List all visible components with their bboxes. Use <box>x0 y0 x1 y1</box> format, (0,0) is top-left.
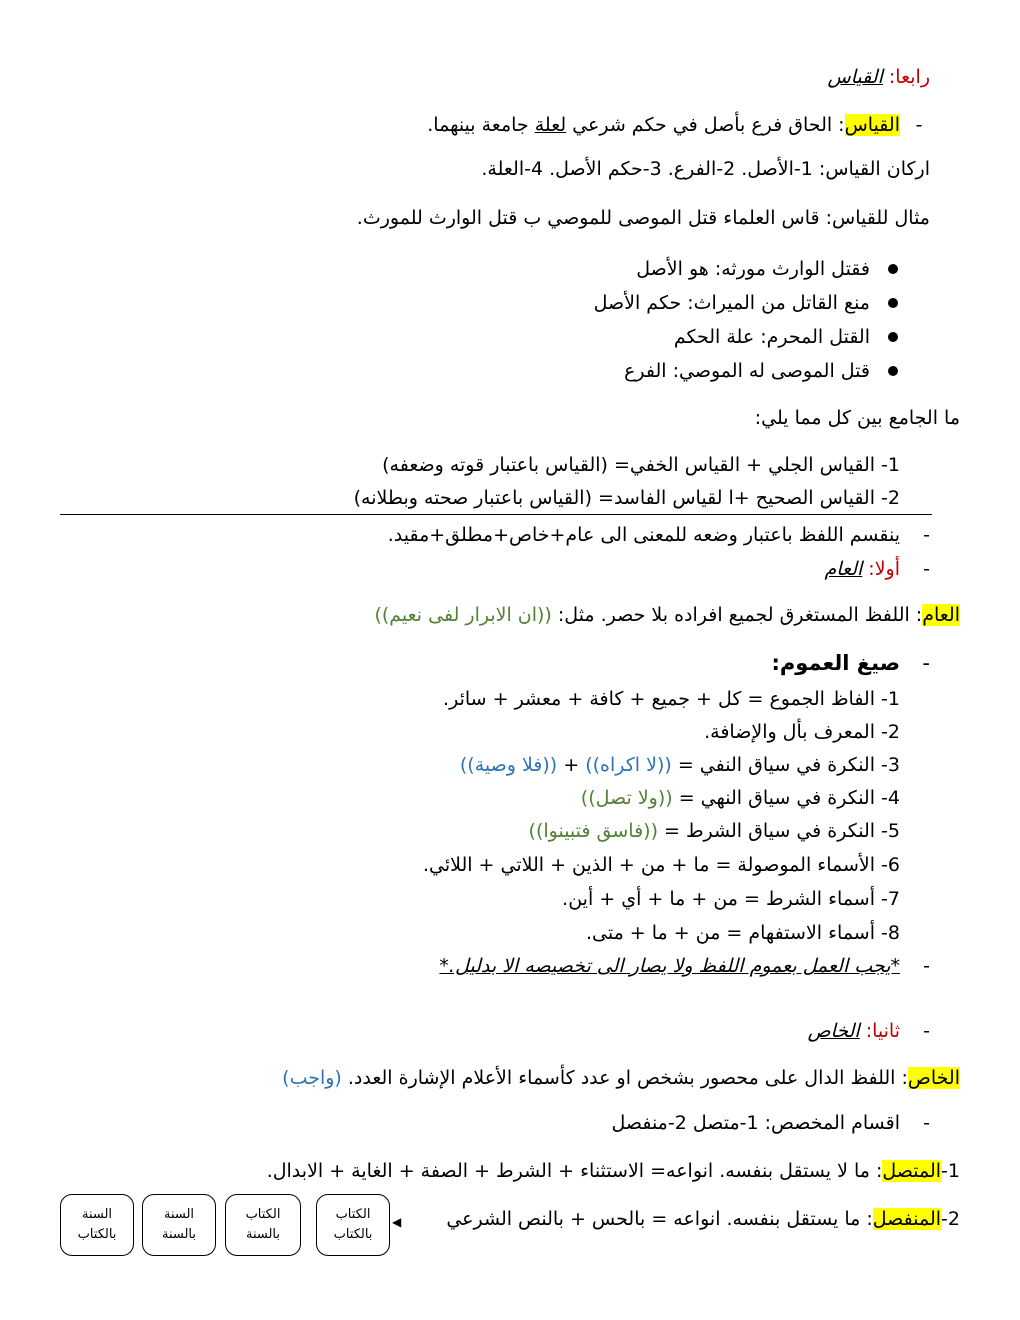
qiyas-pillars: اركان القياس: 1-الأصل. 2-الفرع. 3-حكم الأصل. 4-العلة. <box>481 158 930 180</box>
type-box: السنة بالكتاب <box>60 1194 134 1256</box>
bullet-item: منع القاتل من الميراث: حكم الأصل <box>594 290 870 316</box>
bullet-item: فقتل الوارث مورثه: هو الأصل <box>636 256 870 282</box>
munfasil-line: 2-المنفصل: ما يستقل بنفسه. انواعه = بالحس + بالنص الشرعي <box>446 1208 960 1230</box>
form-item: 4- النكرة في سياق النهي = ((ولا تصل)) <box>580 787 900 809</box>
bullet-item: القتل المحرم: علة الحكم <box>674 324 870 350</box>
pair-item: 1- القياس الجلي + القياس الخفي= (القياس باعتبار قوته وضعفه) <box>382 454 900 476</box>
qiyas-example: مثال للقياس: قاس العلماء قتل الموصى للموصي ب قتل الوارث للمورث. <box>356 207 930 229</box>
rule-note: - *يجب العمل بعموم اللفظ ولا يصار الى تخصيصه الا بدليل.* <box>439 955 930 977</box>
type-box: الكتاب بالسنة <box>225 1194 301 1256</box>
aam-definition: العام: اللفظ المستغرق لجميع افراده بلا حصر. مثل: ((ان الابرار لفى نعيم)) <box>374 604 960 626</box>
khas-definition: الخاص: اللفظ الدال على محصور بشخص او عدد كأسماء الأعلام الإشارة العدد. (واجب) <box>282 1067 960 1089</box>
common-question: ما الجامع بين كل مما يلي: <box>754 407 960 429</box>
bullet-item: قتل الموصى له الموصي: الفرع <box>624 358 870 384</box>
khas-heading: - ثانيا: الخاص <box>807 1020 930 1042</box>
form-item: 3- النكرة في سياق النفي = ((لا اكراه)) + ((فلا وصية)) <box>459 754 900 776</box>
mukhassis-types: - اقسام المخصص: 1-متصل 2-منفصل <box>611 1112 930 1134</box>
form-item: 8- أسماء الاستفهام = من + ما + متى. <box>585 922 900 944</box>
aam-heading: - أولا: العام <box>824 558 930 580</box>
qiyas-heading: رابعا: القياس <box>827 66 930 88</box>
type-box: السنة بالسنة <box>142 1194 216 1256</box>
form-item: 1- الفاظ الجموع = كل + جميع + كافة + معشر + سائر. <box>443 688 900 710</box>
form-item: 7- أسماء الشرط = من + ما + أي + أين. <box>562 888 900 910</box>
lafz-division: - ينقسم اللفظ باعتبار وضعه للمعنى الى عام+خاص+مطلق+مقيد. <box>387 524 930 546</box>
horizontal-divider <box>60 514 932 515</box>
muttasil-line: 1-المتصل: ما لا يستقل بنفسه. انواعه= الاستثناء + الشرط + الصفة + الغاية + الابدال. <box>266 1160 960 1182</box>
qiyas-definition: - القياس: الحاق فرع بأصل في حكم شرعي لعلة جامعة بينهما. <box>427 114 923 136</box>
pair-item: 2- القياس الصحيح +ا لقياس الفاسد= (القياس باعتبار صحته وبطلانه) <box>353 487 900 509</box>
form-item: 2- المعرف بأل والإضافة. <box>704 721 900 743</box>
form-item: 6- الأسماء الموصولة = ما + من + الذين + اللاتي + اللائي. <box>422 854 900 876</box>
forms-title: - صيغ العموم: <box>771 651 930 675</box>
form-item: 5- النكرة في سياق الشرط = ((فاسق فتبينوا)) <box>528 820 900 842</box>
type-box: الكتاب بالكتاب <box>316 1194 390 1256</box>
arrow-left-icon: ◀ <box>392 1215 402 1229</box>
